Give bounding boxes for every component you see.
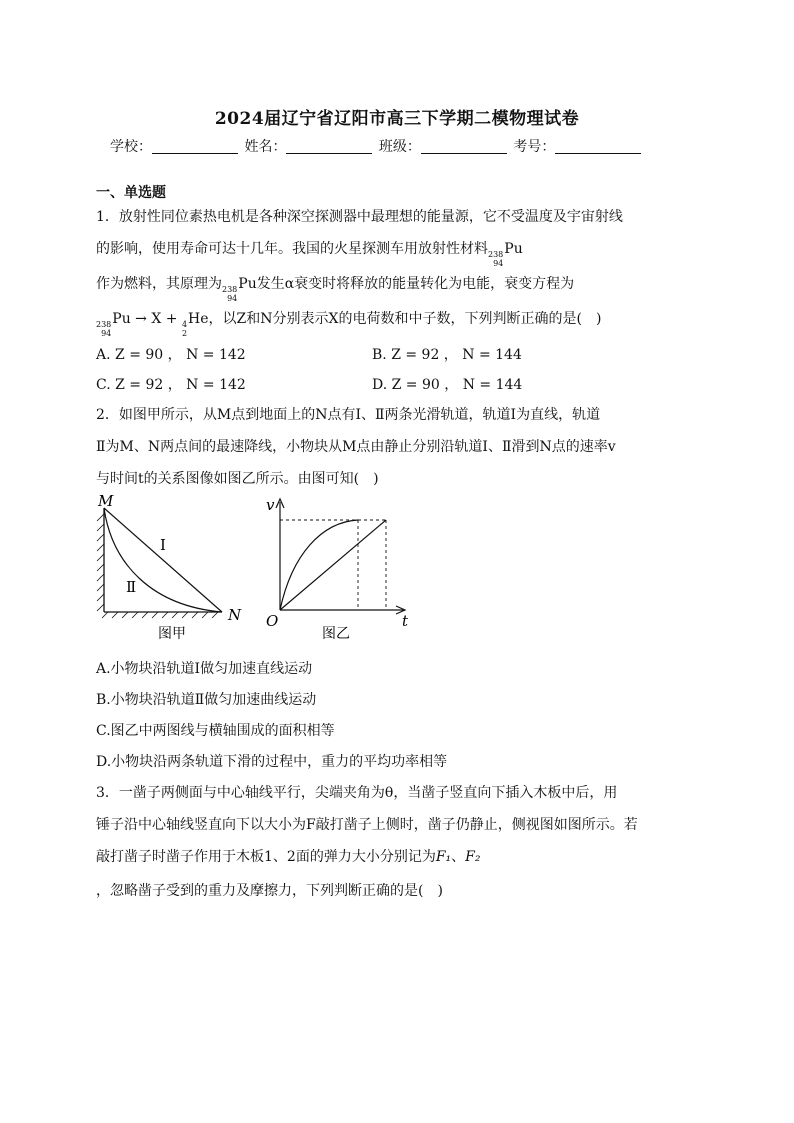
q1-line2 <box>96 238 523 268</box>
q2-option-b[interactable]: B.小物块沿轨道Ⅱ做匀加速曲线运动 <box>96 692 317 708</box>
q2-line1: 2．如图甲所示，从M点到地面上的N点有Ⅰ、Ⅱ两条光滑轨道，轨道Ⅰ为直线，轨道 <box>96 407 601 423</box>
ground-hatching <box>102 612 218 618</box>
wall-hatching <box>97 514 104 611</box>
number-field[interactable] <box>555 139 641 154</box>
track-1-line <box>104 508 222 612</box>
q3-line4: ，忽略凿子受到的重力及摩擦力，下列判断正确的是( ) <box>96 883 443 899</box>
pu-atomic-number-3: 94 <box>101 329 112 338</box>
number-label: 考号： <box>513 139 556 155</box>
origin-label: O <box>266 612 279 630</box>
q2-option-d[interactable]: D.小物块沿两条轨道下滑的过程中，重力的平均功率相等 <box>96 754 448 770</box>
q3-line3-text: 敲打凿子时凿子作用于木板1、2面的弹力大小分别记为 <box>96 849 436 865</box>
v-axis-label: v <box>266 496 275 514</box>
q1-line3-text-a: 作为燃料，其原理为 <box>96 276 222 292</box>
q1-option-a[interactable]: A. Z = 90 ， N = 142 <box>96 347 246 363</box>
he-mass-number: 4 <box>181 320 188 329</box>
q1-option-d[interactable]: D. Z = 90 ， N = 144 <box>372 377 523 393</box>
f2-symbol: F₂ <box>465 849 481 865</box>
track-2-label: Ⅱ <box>126 578 137 596</box>
figure-yi-caption: 图乙 <box>322 626 350 642</box>
school-label: 学校： <box>110 139 152 155</box>
q2-line3: 与时间t的关系图像如图乙所示。由图可知( ) <box>96 471 379 487</box>
pu-atomic-number: 94 <box>493 259 504 268</box>
q2-option-c[interactable]: C.图乙中两图线与横轴围成的面积相等 <box>96 723 335 739</box>
f1-symbol: F₁ <box>435 849 452 865</box>
pu-isotope-3 <box>96 320 111 338</box>
q1-line4 <box>96 308 601 338</box>
q3-line3 <box>96 846 480 866</box>
pu-mass-number-3: 238 <box>96 320 112 329</box>
q3-line2: 锤子沿中心轴线竖直向下以大小为F敲打凿子上侧时，凿子仍静止，侧视图如图所示。若 <box>96 817 638 833</box>
name-field[interactable] <box>286 139 372 154</box>
pu-isotope <box>488 250 503 268</box>
q1-option-c[interactable]: C. Z = 92 ， N = 142 <box>96 377 246 393</box>
pu-isotope-2 <box>222 285 237 303</box>
f-separator: 、 <box>451 849 466 865</box>
he-symbol: He <box>188 311 209 327</box>
school-field[interactable] <box>152 139 238 154</box>
section-heading: 一、单选题 <box>96 185 166 201</box>
q1-line3 <box>96 273 574 303</box>
track-2-vt-curve <box>280 520 358 610</box>
q1-line1: 1．放射性同位素热电机是各种深空探测器中最理想的能量源，它不受温度及宇宙射线 <box>96 209 623 225</box>
q3-line1: 3．一凿子两侧面与中心轴线平行，尖端夹角为θ，当凿子竖直向下插入木板中后，用 <box>96 785 618 801</box>
q1-line3-text-b: 发生α衰变时将释放的能量转化为电能，衰变方程为 <box>256 276 575 292</box>
figure-jia-caption: 图甲 <box>158 626 186 642</box>
pu-mass-number-2: 238 <box>222 285 238 294</box>
point-n-label: N <box>228 606 242 624</box>
figure-jia <box>92 494 252 646</box>
point-m-label: M <box>98 494 114 510</box>
class-label: 班级： <box>378 139 421 155</box>
q2-line2: Ⅱ为M、N两点间的最速降线，小物块从M点由静止分别沿轨道Ⅰ、Ⅱ滑到N点的速率v <box>96 439 616 455</box>
track-1-label: Ⅰ <box>160 536 166 554</box>
q1-line4-text: ，以Z和N分别表示X的电荷数和中子数，下列判断正确的是( ) <box>208 311 602 327</box>
decay-arrow: → X + <box>130 311 182 327</box>
he-isotope <box>182 320 187 338</box>
he-atomic-number: 2 <box>181 329 188 338</box>
pu-symbol-3: Pu <box>112 311 131 327</box>
pu-mass-number: 238 <box>488 250 504 259</box>
t-axis-label: t <box>402 612 409 630</box>
q1-option-b[interactable]: B. Z = 92 ， N = 144 <box>372 347 522 363</box>
pu-atomic-number-2: 94 <box>227 294 238 303</box>
figure-yi <box>262 494 418 646</box>
class-field[interactable] <box>421 139 507 154</box>
student-info-row <box>110 136 643 156</box>
page-title: 2024届辽宁省辽阳市高三下学期二模物理试卷 <box>214 109 580 129</box>
q1-line2-text: 的影响，使用寿命可达十几年。我国的火星探测车用放射性材料 <box>96 241 488 257</box>
pu-symbol: Pu <box>504 241 523 257</box>
pu-symbol-2: Pu <box>238 276 257 292</box>
name-label: 姓名： <box>244 139 287 155</box>
q2-option-a[interactable]: A.小物块沿轨道Ⅰ做匀加速直线运动 <box>96 661 313 677</box>
